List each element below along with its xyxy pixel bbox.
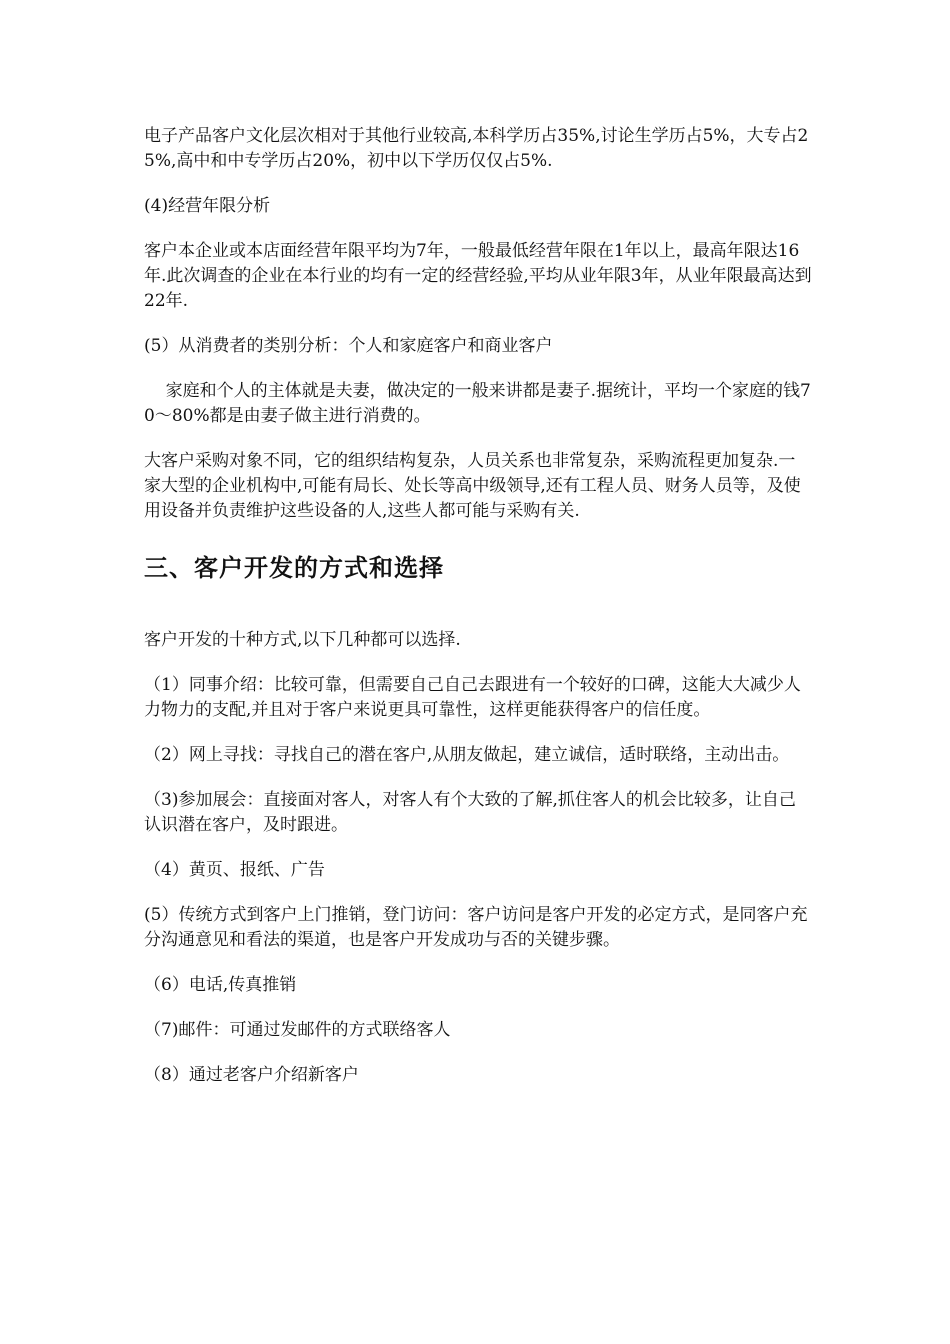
paragraph-education-levels: 电子产品客户文化层次相对于其他行业较高,本科学历占35%,讨论生学历占5%，大专占25%,高中和中专学历占20%，初中以下学历仅仅占5%. [144, 126, 809, 171]
list-item-customer-referral: （8）通过老客户介绍新客户 [144, 1065, 359, 1085]
list-item-phone-fax: （6）电话,传真推销 [144, 975, 297, 995]
subheading-years-in-business: (4)经营年限分析 [144, 196, 271, 216]
list-item-door-to-door: (5）传统方式到客户上门推销，登门访问：客户访问是客户开发的必定方式，是同客户充分沟通意见和看法的渠道，也是客户开发成功与否的关键步骤。 [144, 905, 808, 950]
paragraph-years-in-business: 客户本企业或本店面经营年限平均为7年，一般最低经营年限在1年以上，最高年限达16年.此次调查的企业在本行业的均有一定的经营经验,平均从业年限3年，从业年限最高达到22年. [144, 241, 812, 311]
paragraph-intro-methods: 客户开发的十种方式,以下几种都可以选择. [144, 630, 461, 650]
paragraph-major-customers: 大客户采购对象不同，它的组织结构复杂，人员关系也非常复杂，采购流程更加复杂.一家大型的企业机构中,可能有局长、处长等高中级领导,还有工程人员、财务人员等，及使用设备并负责维护这些设备的人,这些人都可能与采购有关. [144, 451, 801, 521]
list-item-colleague-referral: （1）同事介绍：比较可靠，但需要自己自己去跟进有一个较好的口碑，这能大大减少人力物力的支配,并且对于客户来说更具可靠性，这样更能获得客户的信任度。 [144, 675, 801, 720]
paragraph-family-customers: 家庭和个人的主体就是夫妻，做决定的一般来讲都是妻子.据统计，平均一个家庭的钱70～80%都是由妻子做主进行消费的。 [144, 381, 811, 426]
list-item-exhibitions: （3)参加展会：直接面对客人，对客人有个大致的了解,抓住客人的机会比较多，让自己认识潜在客户，及时跟进。 [144, 790, 796, 835]
section-heading: 三、客户开发的方式和选择 [144, 554, 444, 582]
list-item-online-search: （2）网上寻找：寻找自己的潜在客户,从朋友做起，建立诚信，适时联络，主动出击。 [144, 745, 790, 765]
document-body [144, 124, 812, 1108]
subheading-consumer-categories: (5）从消费者的类别分析：个人和家庭客户和商业客户 [144, 336, 553, 356]
list-item-email: （7)邮件：可通过发邮件的方式联络客人 [144, 1020, 451, 1040]
list-item-yellow-pages: （4）黄页、报纸、广告 [144, 860, 325, 880]
